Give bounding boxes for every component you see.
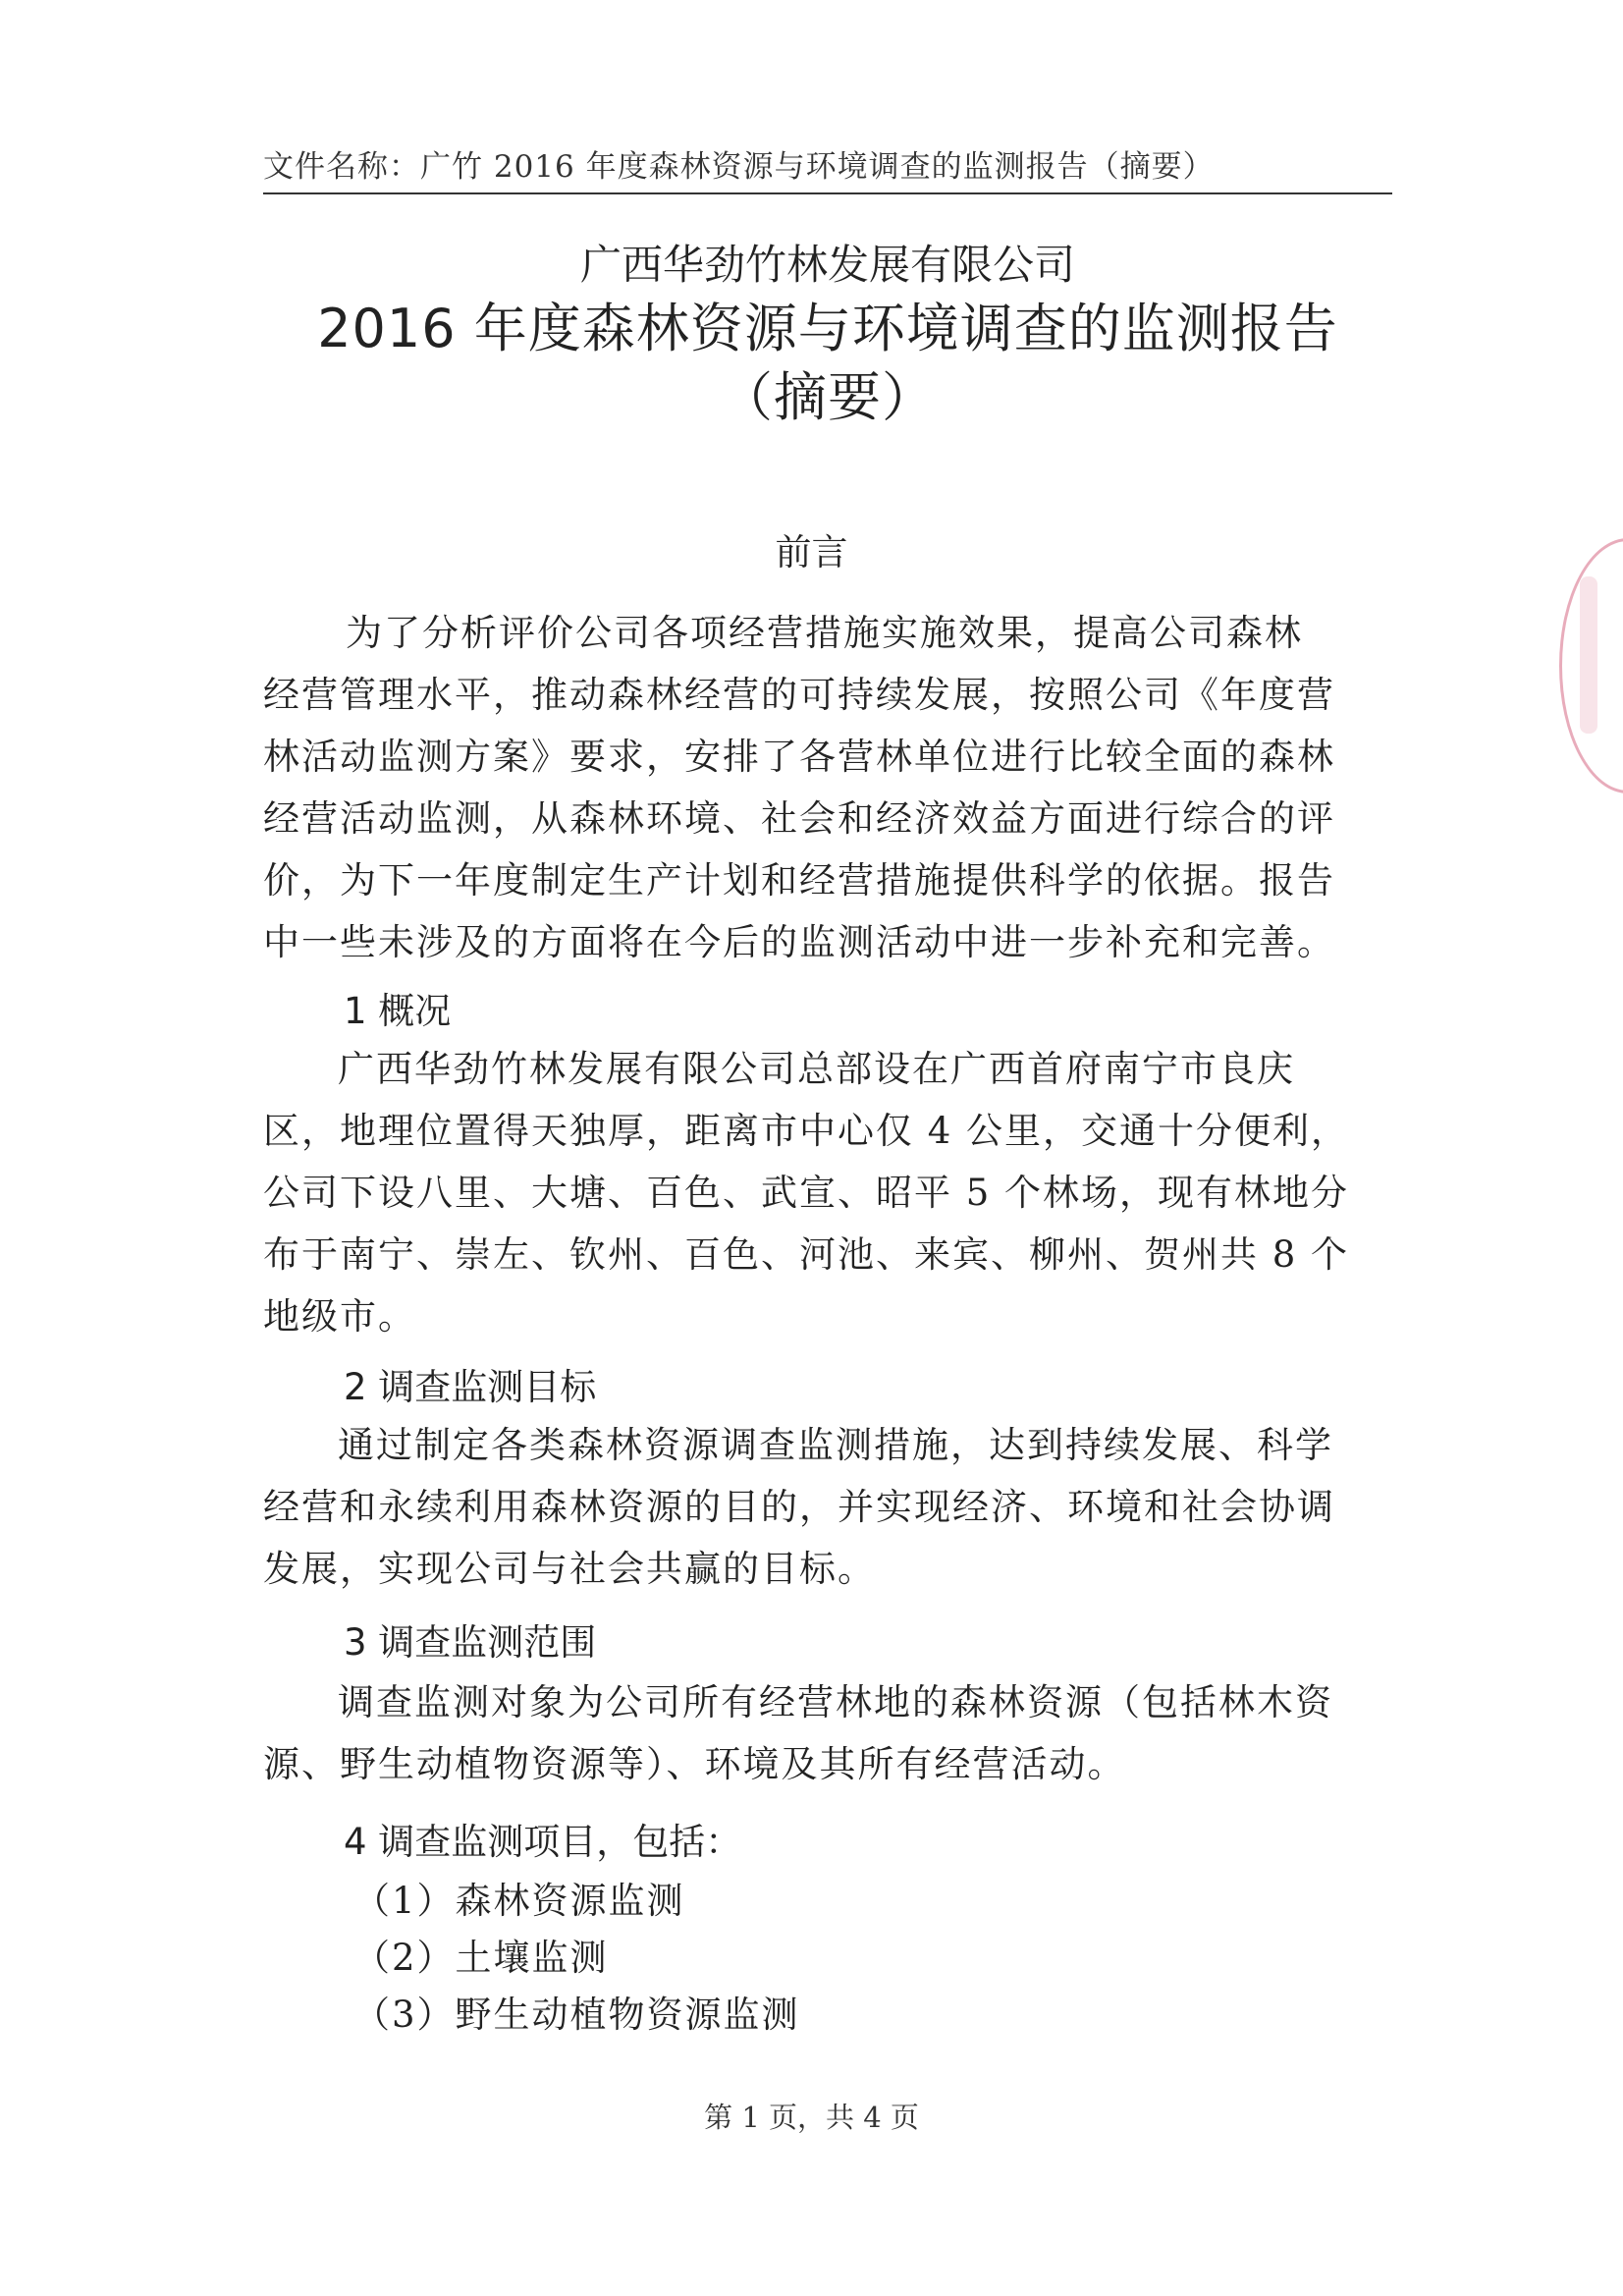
- page-number: 第 1 页，共 4 页: [704, 2101, 919, 2134]
- paragraph-line: 地级市。: [263, 1295, 416, 1338]
- paragraph-line: 经营管理水平，推动森林经营的可持续发展，按照公司《年度营: [263, 674, 1335, 716]
- report-title: 2016 年度森林资源与环境调查的监测报告: [317, 298, 1338, 359]
- company-name: 广西华劲竹林发展有限公司: [579, 241, 1075, 289]
- paragraph-line: 中一些未涉及的方面将在今后的监测活动中进一步补充和完善。: [263, 921, 1335, 963]
- file-name-header: 文件名称：广竹 2016 年度森林资源与环境调查的监测报告（摘要）: [263, 147, 1392, 194]
- paragraph-line: 布于南宁、崇左、钦州、百色、河池、来宾、柳州、贺州共 8 个: [263, 1233, 1350, 1276]
- section-4-heading: 4 调查监测项目，包括：: [344, 1821, 742, 1863]
- section-3-paragraph: [263, 1671, 1392, 1795]
- report-title-block: [263, 236, 1392, 432]
- paragraph-line: 公司下设八里、大塘、百色、武宣、昭平 5 个林场，现有林地分: [263, 1172, 1350, 1214]
- paragraph-line: 林活动监测方案》要求，安排了各营林单位进行比较全面的森林: [263, 736, 1335, 778]
- paragraph-line: 调查监测对象为公司所有经营林地的森林资源（包括林木资: [338, 1681, 1333, 1723]
- paragraph-line: 经营活动监测，从森林环境、社会和经济效益方面进行综合的评: [263, 797, 1335, 840]
- paragraph-line: 源、野生动植物资源等）、环境及其所有经营活动。: [263, 1743, 1126, 1785]
- section-3-heading: 3 调查监测范围: [344, 1621, 597, 1664]
- paragraph-line: 区，地理位置得天独厚，距离市中心仅 4 公里，交通十分便利，: [263, 1110, 1350, 1152]
- paragraph-line: 经营和永续利用森林资源的目的，并实现经济、环境和社会协调: [263, 1486, 1335, 1528]
- section-2-heading: 2 调查监测目标: [344, 1366, 597, 1408]
- report-subtitle: （摘要）: [720, 366, 936, 428]
- section-2-paragraph: [263, 1414, 1392, 1600]
- paragraph-line: 广西华劲竹林发展有限公司总部设在广西首府南宁市良庆: [338, 1048, 1295, 1090]
- paragraph-line: 通过制定各类森林资源调查监测措施，达到持续发展、科学: [338, 1424, 1333, 1466]
- section-1-heading: 1 概况: [344, 990, 452, 1032]
- paragraph-line: 为了分析评价公司各项经营措施实施效果，提高公司森林: [346, 612, 1303, 654]
- preface-heading: 前言: [775, 531, 848, 574]
- section-1-paragraph: [263, 1038, 1392, 1347]
- list-item: （3）野生动植物资源监测: [353, 1994, 800, 2036]
- list-item: （1）森林资源监测: [353, 1880, 685, 1922]
- paragraph-line: 价，为下一年度制定生产计划和经营措施提供科学的依据。报告: [263, 859, 1335, 902]
- list-item: （2）土壤监测: [353, 1937, 609, 1979]
- paragraph-line: 发展，实现公司与社会共赢的目标。: [263, 1548, 876, 1590]
- preface-paragraph: [263, 602, 1392, 973]
